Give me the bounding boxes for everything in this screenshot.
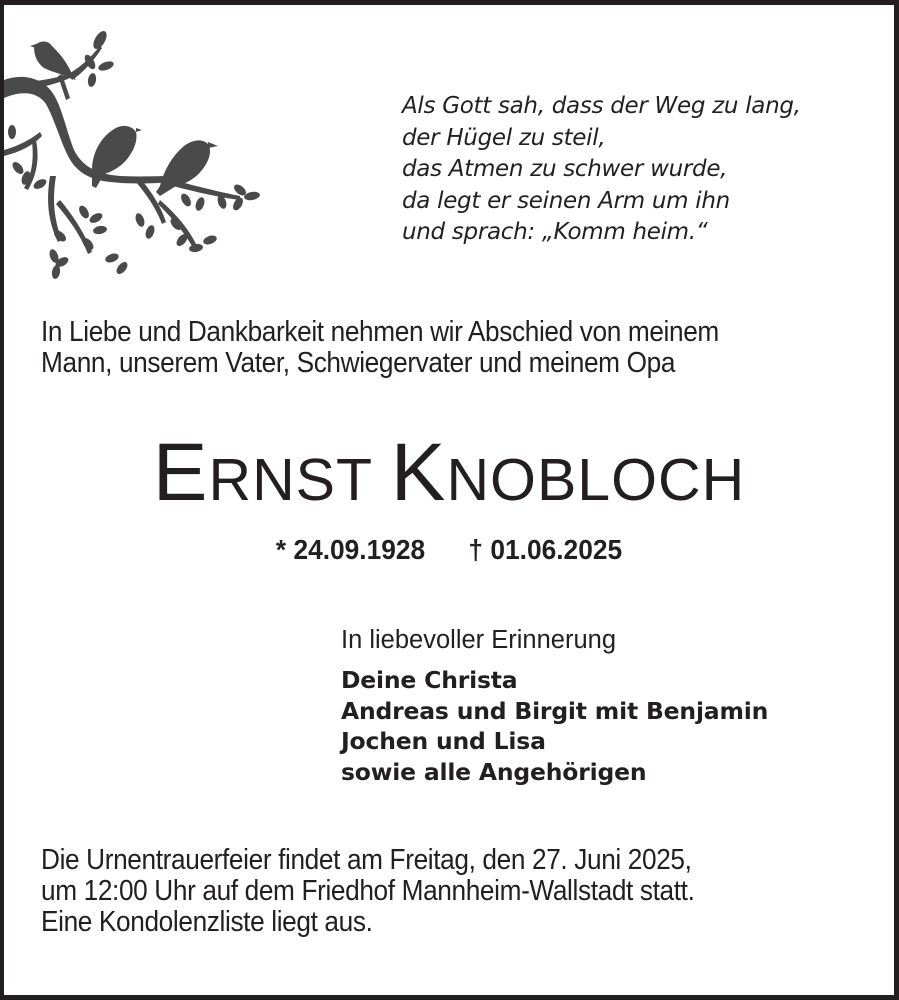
death-date: 01.06.2025 xyxy=(490,534,623,565)
mourner-name: Deine Christa xyxy=(341,666,518,694)
farewell-intro xyxy=(41,317,719,379)
mourners-list xyxy=(341,665,768,787)
poem-line: das Atmen zu schwer wurde, xyxy=(402,156,728,182)
poem-line: der Hügel zu steil, xyxy=(402,124,606,151)
last-name-rest: NOBLOCH xyxy=(446,447,746,513)
first-name-rest: RNST xyxy=(208,447,374,513)
mourner-name: sowie alle Angehörigen xyxy=(341,757,647,786)
ceremony-line: Die Urnentrauerfeier findet am Freitag, den 27. Juni 2025, xyxy=(41,844,692,876)
last-name-initial: K xyxy=(390,427,447,518)
ceremony-line: um 12:00 Uhr auf dem Friedhof Mannheim-Wallstadt statt. xyxy=(41,875,695,907)
memory-heading: In liebevoller Erinnerung xyxy=(341,626,616,654)
birth-star-icon: * xyxy=(275,534,287,565)
birds-on-branch-icon xyxy=(4,5,300,290)
life-dates xyxy=(31,532,868,568)
poem-line: da legt er seinen Arm um ihn xyxy=(402,187,730,214)
mourner-name: Jochen und Lisa xyxy=(341,727,546,755)
obituary-card xyxy=(4,5,894,995)
intro-line: Mann, unserem Vater, Schwiegervater und meinem Opa xyxy=(41,347,676,379)
poem-line: und sprach: „Komm heim.“ xyxy=(402,219,708,245)
first-name-initial: E xyxy=(152,427,209,518)
poem xyxy=(402,91,801,249)
birth-date: 24.09.1928 xyxy=(293,534,426,565)
poem-line: Als Gott sah, dass der Weg zu lang, xyxy=(402,93,801,119)
mourner-name: Andreas und Birgit mit Benjamin xyxy=(341,696,769,725)
intro-line: In Liebe und Dankbarkeit nehmen wir Abschied von meinem xyxy=(41,316,719,348)
deceased-name xyxy=(4,427,894,520)
death-cross-icon: † xyxy=(468,534,484,565)
ceremony-line: Eine Kondolenzliste liegt aus. xyxy=(41,906,373,938)
ceremony-info xyxy=(41,845,695,938)
